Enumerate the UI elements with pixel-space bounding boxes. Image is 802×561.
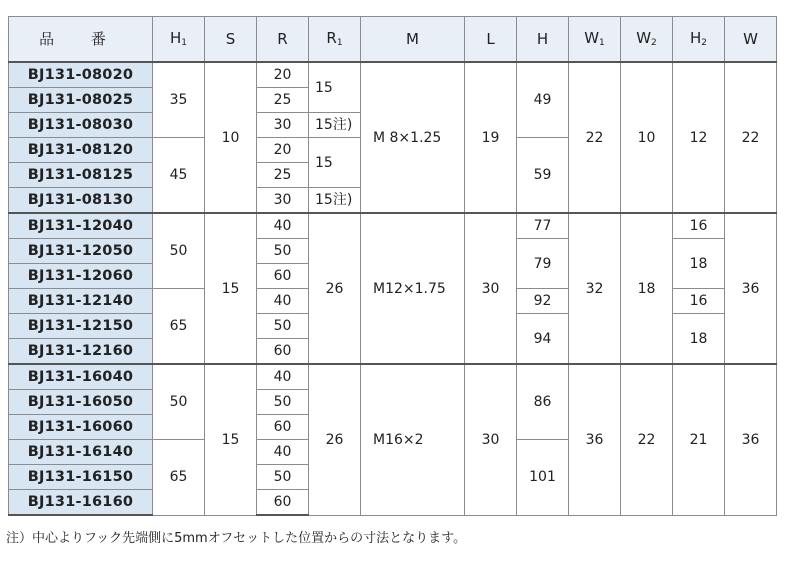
h1-cell: 45 (153, 138, 205, 214)
h2-cell: 18 (673, 239, 725, 289)
w2-cell: 18 (621, 213, 673, 364)
header-w2 (621, 17, 673, 63)
w1-cell: 22 (569, 62, 621, 213)
group-m12 (9, 213, 777, 364)
m-cell: M16×2 (361, 364, 465, 515)
m-cell: M 8×1.25 (361, 62, 465, 213)
r-cell: 30 (257, 188, 309, 214)
part-code: BJ131-16040 (9, 364, 153, 390)
h2-cell: 16 (673, 213, 725, 239)
r-cell: 40 (257, 364, 309, 390)
header-r1-text: R (326, 28, 337, 47)
r-cell: 60 (257, 264, 309, 289)
r-cell: 40 (257, 289, 309, 314)
h-cell: 77 (517, 213, 569, 239)
r-cell: 40 (257, 213, 309, 239)
header-m (361, 17, 465, 63)
r1-cell: 15 (309, 62, 361, 113)
h-cell: 92 (517, 289, 569, 314)
header-s (205, 17, 257, 63)
w2-cell: 10 (621, 62, 673, 213)
part-code: BJ131-08130 (9, 188, 153, 214)
h2-cell: 18 (673, 314, 725, 365)
h-cell: 79 (517, 239, 569, 289)
r-cell: 25 (257, 88, 309, 113)
part-code: BJ131-16050 (9, 390, 153, 415)
part-code: BJ131-16160 (9, 490, 153, 516)
part-code: BJ131-08020 (9, 62, 153, 88)
h-cell: 101 (517, 440, 569, 516)
r1-cell: 15注) (309, 188, 361, 214)
r-cell: 60 (257, 415, 309, 440)
spec-table (8, 16, 777, 516)
h-cell: 49 (517, 62, 569, 138)
part-code: BJ131-12040 (9, 213, 153, 239)
header-w1-sub: 1 (599, 37, 605, 48)
table-row (9, 213, 777, 239)
header-h-text: H (536, 30, 549, 48)
part-code: BJ131-12060 (9, 264, 153, 289)
w-cell: 22 (725, 62, 777, 213)
part-code: BJ131-12050 (9, 239, 153, 264)
header-part-no (9, 17, 153, 63)
h2-cell: 21 (673, 364, 725, 515)
w2-cell: 22 (621, 364, 673, 515)
part-code: BJ131-12160 (9, 339, 153, 365)
r-cell: 60 (257, 339, 309, 365)
header-w-text: W (743, 30, 758, 48)
header-w1 (569, 17, 621, 63)
r-cell: 30 (257, 113, 309, 138)
r1-cell: 15注) (309, 113, 361, 138)
part-code: BJ131-08030 (9, 113, 153, 138)
group-m8 (9, 62, 777, 213)
group-m16 (9, 364, 777, 515)
part-code: BJ131-12150 (9, 314, 153, 339)
r-cell: 20 (257, 62, 309, 88)
header-w2-text: W (636, 28, 652, 47)
header-r (257, 17, 309, 63)
h1-cell: 50 (153, 213, 205, 289)
l-cell: 19 (465, 62, 517, 213)
table-row (9, 364, 777, 390)
r1-cell: 15 (309, 138, 361, 188)
part-code: BJ131-08025 (9, 88, 153, 113)
w1-cell: 36 (569, 364, 621, 515)
r-cell: 50 (257, 314, 309, 339)
s-cell: 10 (205, 62, 257, 213)
header-h2-text: H (689, 28, 702, 47)
w-cell: 36 (725, 364, 777, 515)
table-row (9, 62, 777, 88)
r-cell: 40 (257, 440, 309, 465)
r-cell: 50 (257, 390, 309, 415)
r-cell: 20 (257, 138, 309, 163)
w1-cell: 32 (569, 213, 621, 364)
header-h2 (673, 17, 725, 63)
r-cell: 50 (257, 239, 309, 264)
header-l-text: L (486, 30, 495, 48)
h-cell: 94 (517, 314, 569, 365)
h-cell: 86 (517, 364, 569, 440)
part-code: BJ131-08120 (9, 138, 153, 163)
l-cell: 30 (465, 364, 517, 515)
part-code: BJ131-16150 (9, 465, 153, 490)
header-r1-sub: 1 (336, 37, 343, 48)
header-w1-text: W (584, 28, 600, 47)
r1-cell: 26 (309, 213, 361, 364)
h2-cell: 12 (673, 62, 725, 213)
header-h (517, 17, 569, 63)
footnote: 注）中心よりフック先端側に5mmオフセットした位置からの寸法となります。 (6, 531, 467, 546)
header-part-no-text: 品 番 (39, 30, 122, 48)
header-h1 (153, 17, 205, 63)
r-cell: 50 (257, 465, 309, 490)
h1-cell: 65 (153, 440, 205, 516)
header-s-text: S (225, 30, 236, 48)
header-w (725, 17, 777, 63)
header-r1 (309, 17, 361, 63)
l-cell: 30 (465, 213, 517, 364)
part-code: BJ131-16140 (9, 440, 153, 465)
s-cell: 15 (205, 364, 257, 515)
r-cell: 25 (257, 163, 309, 188)
part-code: BJ131-16060 (9, 415, 153, 440)
header-w2-sub: 2 (651, 37, 657, 48)
header-h1-sub: 1 (181, 37, 187, 48)
r1-cell: 26 (309, 364, 361, 515)
part-code: BJ131-12140 (9, 289, 153, 314)
w-cell: 36 (725, 213, 777, 364)
h1-cell: 65 (153, 289, 205, 365)
header-h2-sub: 2 (701, 37, 707, 48)
s-cell: 15 (205, 213, 257, 364)
r-cell: 60 (257, 490, 309, 516)
h-cell: 59 (517, 138, 569, 214)
h1-cell: 50 (153, 364, 205, 440)
m-cell: M12×1.75 (361, 213, 465, 364)
header-h1-text: H (169, 28, 182, 47)
header-m-text: M (406, 30, 419, 48)
header-r-text: R (277, 30, 288, 48)
header-l (465, 17, 517, 63)
header-row (9, 17, 777, 63)
part-code: BJ131-08125 (9, 163, 153, 188)
h1-cell: 35 (153, 62, 205, 138)
h2-cell: 16 (673, 289, 725, 314)
